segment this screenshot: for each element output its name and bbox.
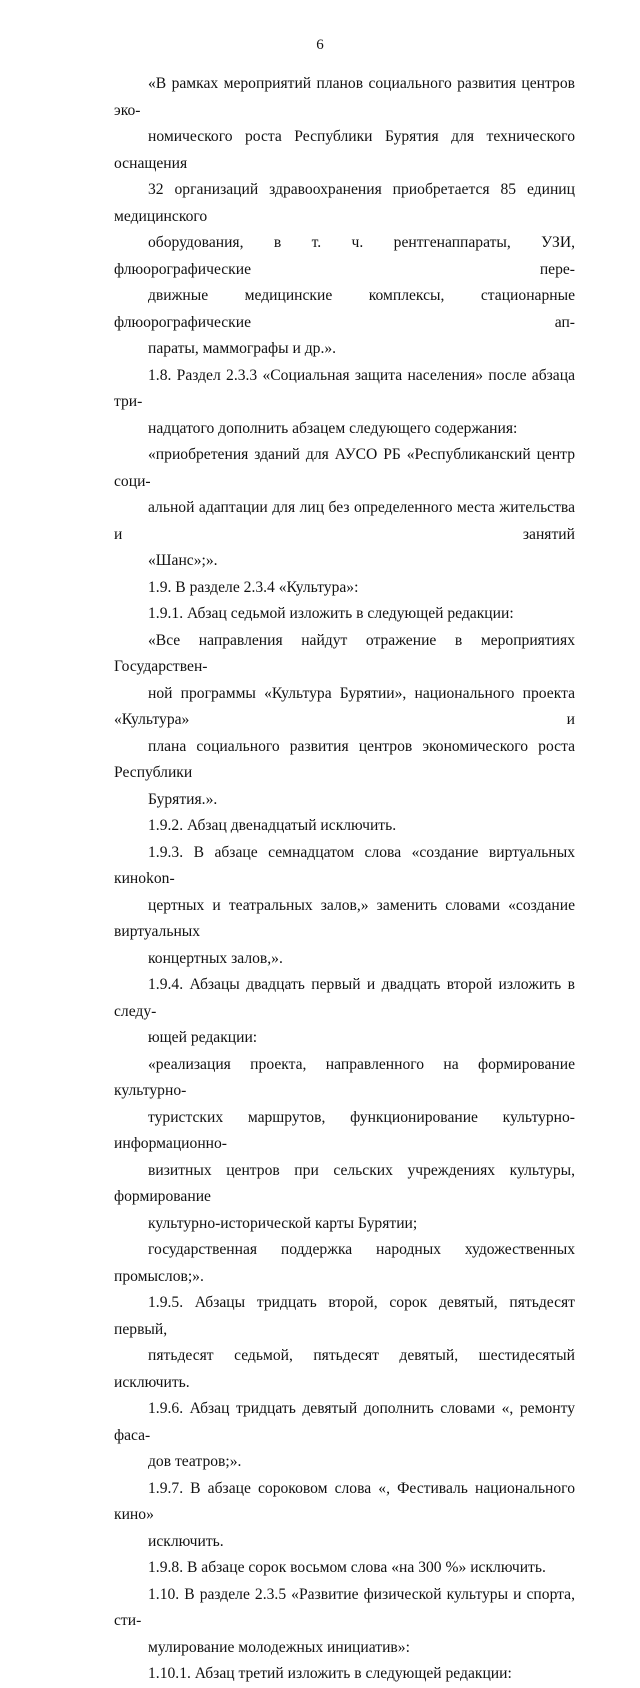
text-line: культурно-исторической карты Бурятии; (148, 1214, 418, 1232)
text-line: 1.9.6. Абзац тридцать девятый дополнить словами «, ремонту фаса- (114, 1400, 575, 1444)
text-line: государственная поддержка народных художественных промыслов;». (114, 1241, 575, 1285)
paragraph (114, 1396, 575, 1476)
paragraph (114, 601, 575, 628)
paragraph (114, 1476, 575, 1556)
text-line: пятьдесят седьмой, пятьдесят девятый, шестидесятый исключить. (114, 1347, 575, 1391)
paragraph (114, 1582, 575, 1662)
text-line: 32 организаций здравоохранения приобретается 85 единиц медицинского (114, 181, 575, 225)
text-line: 1.9.7. В абзаце сороковом слова «, Фестиваль национального кино» (114, 1479, 575, 1523)
text-line: ющей редакции: (148, 1029, 258, 1046)
text-line: Бурятия.». (148, 790, 218, 808)
text-line: 1.9.3. В абзаце семнадцатом слова «создание виртуальных киноkon- (114, 843, 575, 887)
text-line: 1.10.1. Абзац третий изложить в следующей редакции: (148, 1665, 512, 1682)
paragraph (114, 628, 575, 814)
paragraph (114, 1555, 575, 1582)
text-line: движные медицинские комплексы, стационарные флюорографические ап- (114, 287, 575, 331)
text-line: «Все направления найдут отражение в мероприятиях Государствен- (114, 631, 575, 675)
paragraph (114, 1237, 575, 1290)
paragraph (114, 1052, 575, 1238)
text-line: параты, маммографы и др.». (148, 340, 337, 357)
page-number: 6 (316, 37, 324, 53)
text-line: плана социального развития центров экономического роста Республики (114, 737, 575, 781)
paragraph (114, 1290, 575, 1396)
paragraph (114, 575, 575, 602)
text-line: «реализация проекта, направленного на формирование культурно- (114, 1055, 575, 1099)
text-line: 1.9. В разделе 2.3.4 «Культура»: (148, 578, 359, 596)
text-line: дов театров;». (148, 1453, 242, 1470)
text-line: концертных залов,». (148, 949, 283, 967)
paragraph (114, 813, 575, 840)
text-line: цертных и театральных залов,» заменить словами «создание виртуальных (114, 896, 575, 940)
paragraph (114, 442, 575, 575)
text-line: оборудования, в т. ч. рентгенаппараты, УЗИ, флюорографические пере- (114, 234, 575, 278)
paragraph (114, 363, 575, 443)
text-line: «приобретения зданий для АУСО РБ «Республиканский центр соци- (114, 446, 575, 490)
text-line: 1.9.4. Абзацы двадцать первый и двадцать второй изложить в следу- (114, 976, 575, 1020)
text-line: 1.9.8. В абзаце сорок восьмом слова «на 300 %» исключить. (148, 1559, 546, 1576)
text-line: 1.10. В разделе 2.3.5 «Развитие физической культуры и спорта, сти- (114, 1585, 575, 1629)
text-line: исключить. (148, 1532, 224, 1550)
text-line: мулирование молодежных инициатив»: (148, 1638, 410, 1656)
text-line: визитных центров при сельских учреждениях культуры, формирование (114, 1161, 575, 1205)
document-body (0, 71, 640, 1688)
paragraph (114, 1661, 575, 1688)
text-line: надцатого дополнить абзацем следующего содержания: (148, 419, 518, 437)
text-line: номического роста Республики Бурятия для технического оснащения (114, 128, 575, 172)
text-line: 1.8. Раздел 2.3.3 «Социальная защита населения» после абзаца три- (114, 366, 575, 410)
text-line: 1.9.2. Абзац двенадцатый исключить. (148, 817, 397, 834)
text-line: туристских маршрутов, функционирование культурно-информационно- (114, 1108, 575, 1152)
text-line: «В рамках мероприятий планов социального развития центров эко- (114, 75, 575, 119)
paragraph (114, 71, 575, 363)
paragraph (114, 840, 575, 973)
text-line: 1.9.5. Абзацы тридцать второй, сорок девятый, пятьдесят первый, (114, 1294, 575, 1338)
text-line: ной программы «Культура Бурятии», национального проекта «Культура» и (114, 684, 575, 728)
text-line: 1.9.1. Абзац седьмой изложить в следующей редакции: (148, 605, 514, 622)
paragraph (114, 972, 575, 1052)
text-line: альной адаптации для лиц без определенного места жительства и занятий (114, 499, 575, 543)
text-line: «Шанс»;». (148, 552, 218, 569)
